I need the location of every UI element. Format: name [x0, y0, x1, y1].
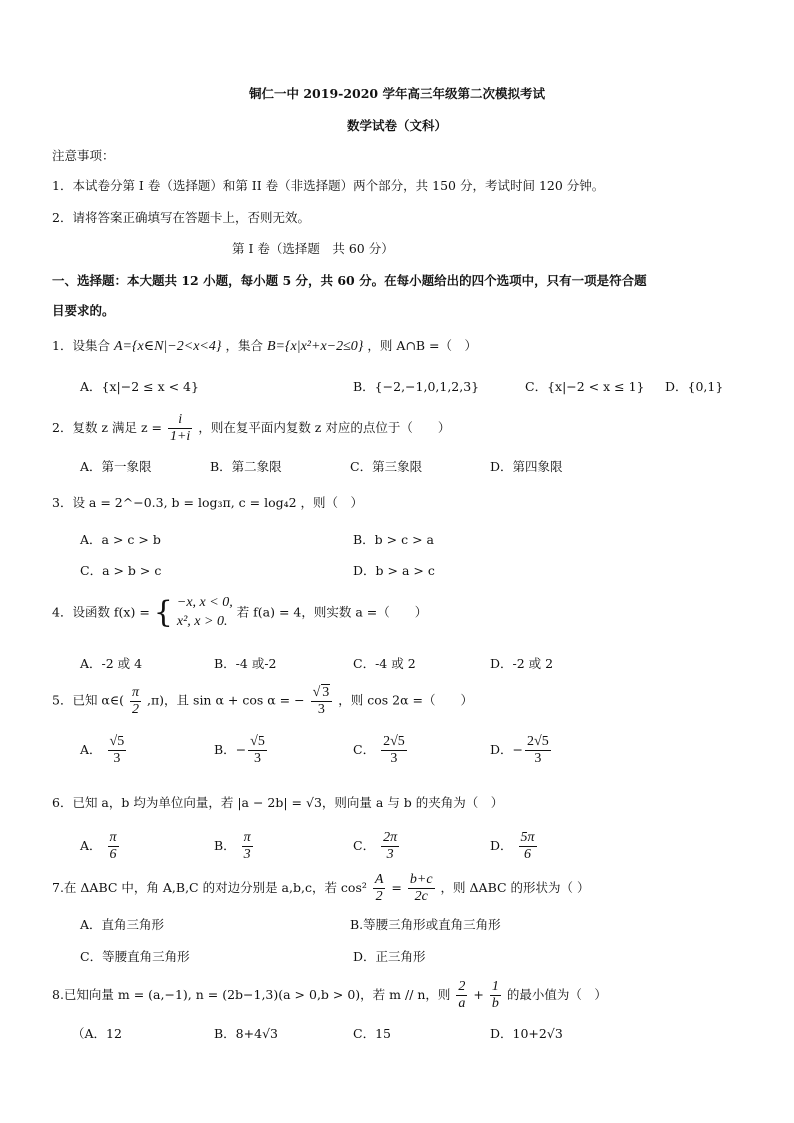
q5-option-c-num: 2√5 — [381, 734, 407, 751]
q4-brace: { — [153, 594, 173, 630]
q4-suffix: 若 f(a) = 4，则实数 a =（ ） — [236, 604, 428, 620]
q8-frac-2-num: 2 — [456, 979, 467, 996]
q7-suffix: ，则 ΔABC 的形状为（ ） — [440, 880, 590, 896]
q6-option-d — [490, 830, 539, 863]
q2-option-c: C．第三象限 — [350, 459, 423, 474]
q8-frac-2-a — [456, 979, 467, 1012]
q7-option-d: D．正三角形 — [353, 949, 426, 964]
q6-option-d-den: 6 — [524, 847, 532, 863]
q7-frac-a-den: 2 — [375, 889, 383, 905]
q8-option-a: （A．12 — [72, 1026, 122, 1041]
q2-option-d: D．第四象限 — [490, 459, 563, 474]
q3-option-c: C．a > b > c — [80, 563, 162, 578]
q7-frac-bc-den: 2c — [414, 889, 428, 905]
q5-option-c — [353, 734, 409, 767]
q2-option-a: A．第一象限 — [80, 459, 152, 474]
q7-frac-a-2 — [373, 872, 386, 905]
q6-option-a-frac — [108, 830, 119, 863]
q5-sqrt3-radicand: 3 — [322, 685, 330, 700]
q7-frac-a-num: A — [373, 872, 386, 889]
q8-prefix: 8.已知向量 m = (a,−1), n = (2b−1,3)(a > 0,b > 0)，若 m // n，则 — [52, 987, 451, 1003]
exam-title: 铜仁一中 2019-2020 学年高三年级第二次模拟考试 — [249, 86, 545, 101]
q8-frac-a-den: a — [458, 996, 466, 1012]
q5-mid: ,π)，且 sin α + cos α = − — [146, 692, 305, 708]
q7-frac-bc-num: b+c — [408, 872, 435, 889]
q2-suffix: ，则在复平面内复数 z 对应的点位于（ ） — [198, 420, 451, 436]
q6-option-c-frac — [381, 830, 399, 863]
q4-option-c: C．-4 或 2 — [353, 656, 416, 671]
q6-option-b — [214, 830, 255, 863]
q1-option-b: B．{−2,−1,0,1,2,3} — [353, 379, 480, 394]
q5-frac-sqrt3: √ 3 — [311, 684, 333, 702]
q5-option-c-label: C． — [353, 742, 376, 758]
q5-frac-sqrt3-3 — [311, 684, 333, 718]
q6-option-c-num: 2π — [381, 830, 399, 847]
q4-prefix: 4．设函数 f(x) = — [52, 604, 150, 620]
q5-option-b-num: √5 — [248, 734, 267, 751]
q5-option-b: B．− $\frac{√5}{3}$ — [214, 734, 265, 767]
q5-option-a-num: √5 — [108, 734, 127, 751]
q1-option-d: D．{0,1} — [665, 379, 724, 394]
q8-frac-1-b — [490, 979, 501, 1012]
q4-case-2: x², x > 0. — [176, 613, 228, 629]
q5-option-d: D．− $\frac{2√5}{3}$ — [490, 734, 549, 767]
q6-option-b-num: π — [242, 830, 253, 847]
q5-option-c-den: 3 — [390, 751, 398, 767]
q5-option-a — [80, 734, 128, 767]
q6-option-b-frac — [242, 830, 253, 863]
q5-option-d-num: 2√5 — [525, 734, 551, 751]
q3-option-b: B．b > c > a — [353, 532, 434, 547]
question-6-stem: 6．已知 a，b 均为单位向量，若 |a − 2b| = √3，则向量 a 与 b 的夹角为（ ） — [52, 795, 504, 810]
q3-option-d: D．b > a > c — [353, 563, 435, 578]
q5-option-d-frac — [525, 734, 551, 767]
q6-option-a-num: π — [108, 830, 119, 847]
q2-frac-num: i — [168, 412, 192, 429]
notice-item-1: 1．本试卷分第 I 卷（选择题）和第 II 卷（非选择题）两个部分，共 150 分，考试时间 120 分钟。 — [52, 178, 605, 193]
q5-suffix: ，则 cos 2α =（ ） — [338, 692, 473, 708]
q2-fraction — [168, 412, 192, 445]
question-1-stem — [52, 338, 477, 356]
q6-option-d-label: D． — [490, 838, 513, 854]
q8-option-b: B．8+4√3 — [214, 1026, 278, 1041]
question-2-stem — [52, 412, 450, 445]
q4-case-1: −x, x < 0, — [176, 595, 233, 610]
q8-option-c: C．15 — [353, 1026, 391, 1041]
section-instruction-line2: 目要求的。 — [52, 303, 115, 318]
q5-option-d-den: 3 — [534, 751, 542, 767]
q7-option-a: A．直角三角形 — [80, 917, 165, 932]
q6-option-a — [80, 830, 121, 863]
q4-option-b: B．-4 或-2 — [214, 656, 277, 671]
q5-option-b-frac — [248, 734, 267, 767]
q1-suffix: ，则 A∩B =（ ） — [367, 338, 477, 353]
q7-frac-bc-2c — [408, 872, 435, 905]
question-3-stem: 3．设 a = 2^−0.3, b = log₃π, c = log₄2 ，则（ ） — [52, 495, 364, 510]
q5-option-c-frac — [381, 734, 407, 767]
q6-option-c — [353, 830, 401, 863]
q5-frac-two: 2 — [131, 701, 139, 717]
section-instruction-line1: 一、选择题：本大题共 12 小题，每小题 5 分，共 60 分。在每小题给出的四个选项中，只有一项是符合题 — [52, 273, 647, 288]
q1-option-a: A．{x|−2 ≤ x < 4} — [80, 379, 199, 394]
notice-heading: 注意事项： — [52, 148, 115, 163]
q6-option-c-label: C． — [353, 838, 376, 854]
q7-option-b: B.等腰三角形或直角三角形 — [350, 917, 501, 932]
q2-frac-den: 1+i — [169, 429, 191, 445]
q2-prefix: 2．复数 z 满足 z = — [52, 420, 162, 436]
q8-plus: + — [473, 987, 484, 1003]
q1-option-c: C．{x|−2 < x ≤ 1} — [525, 379, 645, 394]
q8-frac-b-den: b — [491, 996, 499, 1012]
q5-option-a-den: 3 — [113, 751, 121, 767]
q6-option-a-den: 6 — [109, 847, 117, 863]
q7-equals: = — [391, 880, 402, 896]
q6-option-d-frac — [519, 830, 537, 863]
q6-option-b-label: B． — [214, 838, 236, 854]
q8-option-d: D．10+2√3 — [490, 1026, 563, 1041]
question-8-stem — [52, 979, 607, 1012]
q5-frac-pi-2 — [130, 685, 141, 718]
q7-prefix: 7.在 ΔABC 中，角 A,B,C 的对边分别是 a,b,c，若 cos² — [52, 880, 367, 896]
q1-mid: ，集合 — [225, 338, 263, 353]
q8-suffix: 的最小值为（ ） — [506, 987, 607, 1003]
question-7-stem — [52, 872, 590, 905]
q7-option-c: C．等腰直角三角形 — [80, 949, 190, 964]
q5-option-a-frac — [108, 734, 127, 767]
q5-frac-three: 3 — [317, 702, 325, 718]
q5-option-a-label: A． — [80, 742, 102, 758]
q1-set-a: A={x∈N|−2<x<4} — [113, 339, 222, 354]
notice-item-2: 2．请将答案正确填写在答题卡上，否则无效。 — [52, 210, 310, 225]
q1-set-b: B={x|x²+x−2≤0} — [266, 339, 364, 354]
q6-option-c-den: 3 — [386, 847, 394, 863]
q5-option-b-label: B． — [214, 742, 236, 758]
q1-prefix: 1．设集合 — [52, 338, 110, 353]
q4-option-a: A．-2 或 4 — [80, 656, 143, 671]
q8-frac-1-num: 1 — [490, 979, 501, 996]
q6-option-b-den: 3 — [243, 847, 251, 863]
q5-frac-pi: π — [130, 685, 141, 702]
section-title: 第 I 卷（选择题 共 60 分） — [232, 241, 394, 256]
q5-prefix: 5．已知 α∈( — [52, 692, 124, 708]
q4-option-d: D．-2 或 2 — [490, 656, 554, 671]
exam-subtitle: 数学试卷（文科） — [346, 118, 447, 133]
q4-cases — [177, 594, 233, 632]
q5-option-b-den: 3 — [254, 751, 262, 767]
q6-option-d-num: 5π — [519, 830, 537, 847]
q5-option-d-label: D． — [490, 742, 513, 758]
question-4-stem — [52, 594, 427, 632]
q2-option-b: B．第二象限 — [210, 459, 282, 474]
question-5-stem — [52, 684, 473, 718]
q6-option-a-label: A． — [80, 838, 102, 854]
q3-option-a: A．a > c > b — [80, 532, 161, 547]
